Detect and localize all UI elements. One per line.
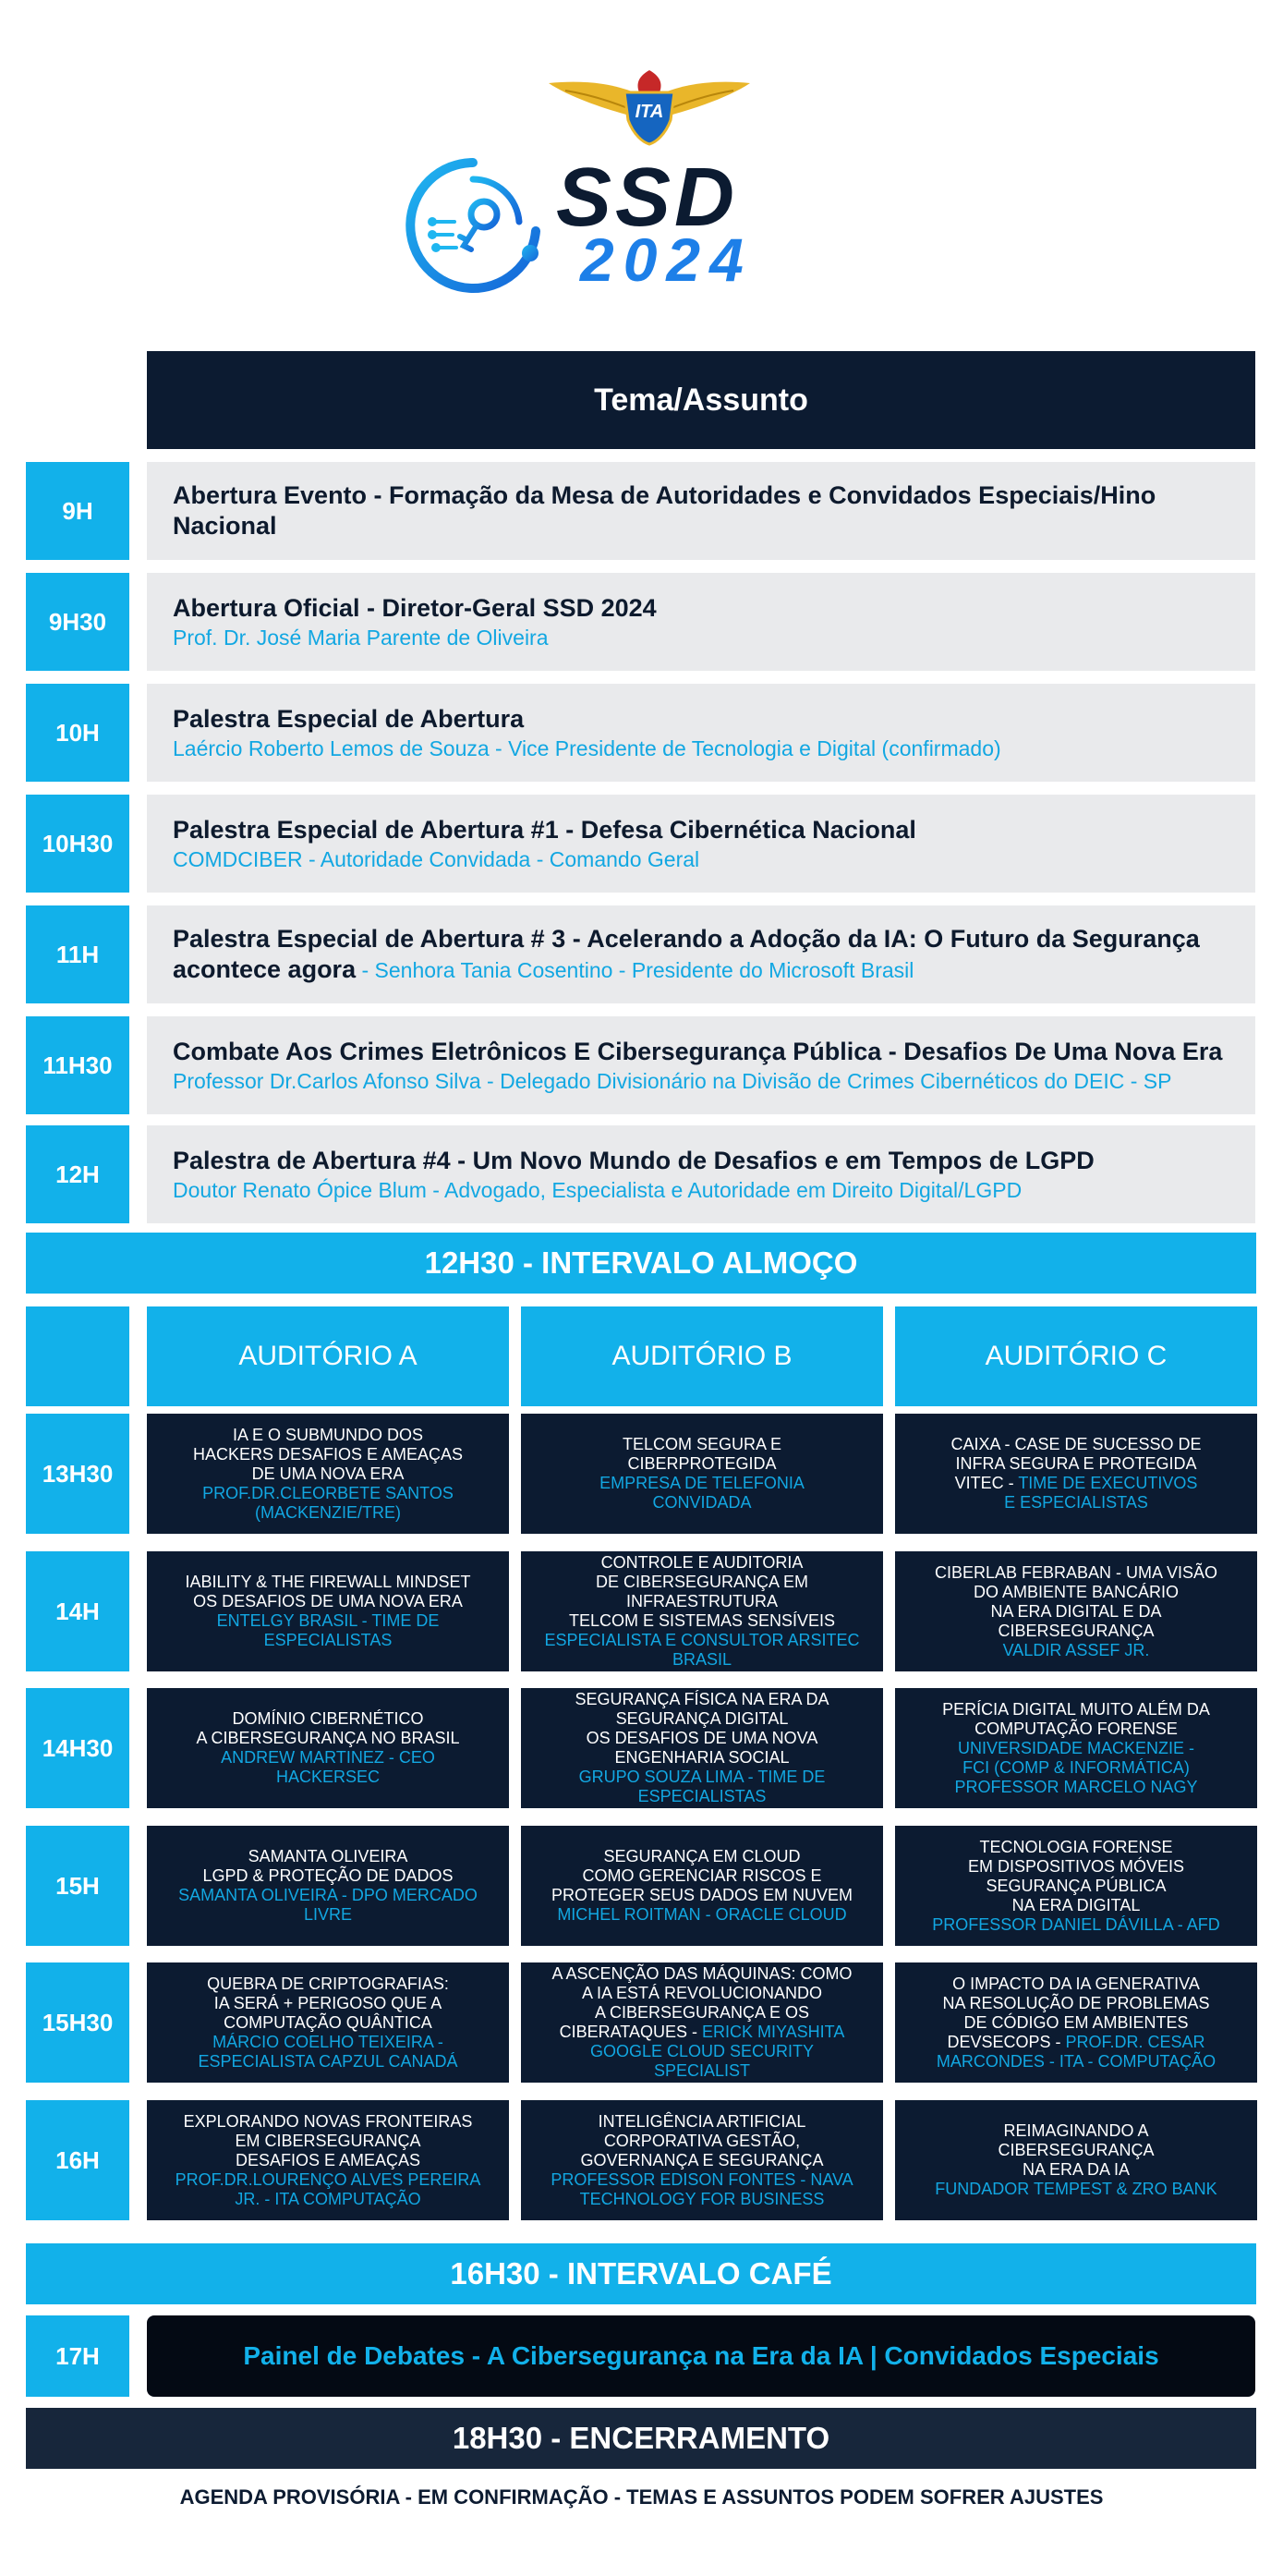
agenda-speaker: Professor Dr.Carlos Afonso Silva - Delegado Divisionário na Divisão de Crimes Cibernéticos do DEIC - SP xyxy=(173,1068,1172,1093)
session-speaker: SAMANTA OLIVEIRA - DPO MERCADO LIVRE xyxy=(178,1886,478,1924)
time-slot: 10H30 xyxy=(26,795,129,893)
session-title-text: SEGURANÇA FÍSICA NA ERA DA SEGURANÇA DIGITAL OS DESAFIOS DE UMA NOVA ENGENHARIA SOCIAL xyxy=(575,1690,829,1767)
session-speaker: ENTELGY BRASIL - TIME DE ESPECIALISTAS xyxy=(216,1611,440,1649)
session-cell xyxy=(521,2100,883,2220)
session-title-text: IA E O SUBMUNDO DOS HACKERS DESAFIOS E AMEAÇAS DE UMA NOVA ERA xyxy=(192,1425,464,1483)
session-title-text: TECNOLOGIA FORENSE EM DISPOSITIVOS MÓVEIS SEGURANÇA PÚBLICA NA ERA DIGITAL xyxy=(967,1837,1185,1914)
session-title xyxy=(551,1964,852,2081)
session-speaker-block xyxy=(579,1768,826,1806)
session-speaker: PROF.DR.LOURENÇO ALVES PEREIRA JR. - ITA COMPUTAÇÃO xyxy=(175,2169,481,2208)
session-title xyxy=(575,1690,829,1768)
time-slot: 16H xyxy=(26,2100,129,2220)
closing-banner xyxy=(26,2408,1256,2469)
session-title xyxy=(569,1553,835,1631)
panel-debate-title: Painel de Debates - A Cibersegurança na Era da IA | Convidados Especiais xyxy=(243,2341,1159,2370)
session-speaker: EMPRESA DE TELEFONIA CONVIDADA xyxy=(599,1474,805,1512)
session-speaker-block xyxy=(176,2170,481,2209)
session-title-text: INTELIGÊNCIA ARTIFICIAL CORPORATIVA GESTÃO, GOVERNANÇA E SEGURANÇA xyxy=(580,2111,824,2169)
time-slot: 14H xyxy=(26,1551,129,1671)
session-title-text: SAMANTA OLIVEIRA LGPD & PROTEÇÃO DE DADOS xyxy=(202,1847,454,1885)
agenda-row xyxy=(147,462,1255,560)
footer-note: AGENDA PROVISÓRIA - EM CONFIRMAÇÃO - TEMAS E ASSUNTOS PODEM SOFRER AJUSTES xyxy=(179,2485,1104,2509)
session-cell xyxy=(895,2100,1257,2220)
session-speaker-block xyxy=(202,1484,454,1523)
session-speaker: MÁRCIO COELHO TEIXEIRA - ESPECIALISTA CAPZUL CANADÁ xyxy=(198,2032,458,2071)
session-title-text: DOMÍNIO CIBERNÉTICO A CIBERSEGURANÇA NO BRASIL xyxy=(196,1709,460,1747)
session-speaker-block xyxy=(1003,1641,1150,1660)
agenda-speaker: COMDCIBER - Autoridade Convidada - Comando Geral xyxy=(173,846,700,871)
session-title xyxy=(551,1847,853,1905)
session-title xyxy=(623,1435,781,1474)
session-title xyxy=(950,1435,1201,1513)
session-cell xyxy=(147,1962,509,2083)
session-title xyxy=(202,1847,453,1886)
time-slot: 11H30 xyxy=(26,1016,129,1114)
agenda-speaker: - Senhora Tania Cosentino - Presidente do Microsoft Brasil xyxy=(356,957,914,982)
session-speaker: TIME DE EXECUTIVOS E ESPECIALISTAS xyxy=(1004,1474,1198,1512)
session-speaker-block xyxy=(544,1631,859,1670)
session-title xyxy=(193,1426,463,1484)
agenda-row xyxy=(147,905,1255,1003)
session-title-text: O IMPACTO DA IA GENERATIVA NA RESOLUÇÃO DE PROBLEMAS DE CÓDIGO EM AMBIENTES DEVSECOPS - xyxy=(942,1974,1210,2051)
time-slot: 11H xyxy=(26,905,129,1003)
session-title-text: EXPLORANDO NOVAS FRONTEIRAS EM CIBERSEGURANÇA DESAFIOS E AMEAÇAS xyxy=(183,2111,473,2169)
session-title-text: TELCOM SEGURA E CIBERPROTEGIDA xyxy=(622,1435,782,1473)
time-slot: 17H xyxy=(26,2315,129,2397)
session-cell xyxy=(895,1962,1257,2083)
session-cell xyxy=(521,1551,883,1671)
ssd-logo-year: 2024 xyxy=(580,225,753,294)
session-speaker: ERICK MIYASHITA GOOGLE CLOUD SECURITY SPECIALIST xyxy=(589,2023,845,2080)
session-speaker: ANDREW MARTINEZ - CEO HACKERSEC xyxy=(221,1748,435,1786)
session-title-text: QUEBRA DE CRIPTOGRAFIAS: IA SERÁ + PERIGOSO QUE A COMPUTAÇÃO QUÂNTICA xyxy=(207,1974,449,2032)
session-speaker: MICHEL ROITMAN - ORACLE CLOUD xyxy=(557,1905,847,1924)
ita-logo-text: ITA xyxy=(635,102,664,122)
session-title xyxy=(196,1709,459,1748)
time-slot: 15H xyxy=(26,1826,129,1946)
time-header-blank xyxy=(26,1306,129,1406)
agenda-title: Palestra Especial de Abertura xyxy=(173,704,525,733)
agenda-title: Palestra Especial de Abertura #1 - Defesa Cibernética Nacional xyxy=(173,815,916,844)
agenda-row xyxy=(147,573,1255,671)
session-cell xyxy=(521,1414,883,1534)
ssd-logo xyxy=(399,152,879,296)
session-cell xyxy=(895,1414,1257,1534)
agenda-speaker: Doutor Renato Ópice Blum - Advogado, Especialista e Autoridade em Direito Digital/LGPD xyxy=(173,1177,1023,1202)
session-title xyxy=(942,1700,1210,1739)
session-speaker: FUNDADOR TEMPEST & ZRO BANK xyxy=(935,2180,1217,2198)
session-cell xyxy=(147,1551,509,1671)
auditorium-c-header: AUDITÓRIO C xyxy=(895,1306,1257,1406)
session-speaker-block xyxy=(599,1474,805,1513)
session-cell xyxy=(895,1551,1257,1671)
agenda-title xyxy=(173,924,1229,986)
session-speaker-block xyxy=(935,2180,1216,2199)
time-slot: 15H30 xyxy=(26,1962,129,2083)
time-slot: 9H30 xyxy=(26,573,129,671)
closing-text: 18H30 - ENCERRAMENTO xyxy=(452,2421,830,2455)
session-speaker: PROF.DR.CLEORBETE SANTOS (MACKENZIE/TRE) xyxy=(202,1483,454,1522)
agenda-row xyxy=(147,795,1255,893)
session-speaker: UNIVERSIDADE MACKENZIE - FCI (COMP & INFORMÁTICA) PROFESSOR MARCELO NAGY xyxy=(954,1738,1198,1796)
session-title-text: A ASCENÇÃO DAS MÁQUINAS: COMO A IA ESTÁ REVOLUCIONANDO A CIBERSEGURANÇA E OS CIBERATAQUES - xyxy=(551,1964,853,2041)
session-title-text: CONTROLE E AUDITORIA DE CIBERSEGURANÇA EM INFRAESTRUTURA TELCOM E SISTEMAS SENSÍVEIS xyxy=(568,1553,836,1630)
session-title xyxy=(935,1563,1217,1641)
session-title xyxy=(998,2121,1154,2180)
column-header xyxy=(147,351,1255,449)
session-speaker-block xyxy=(217,1611,440,1650)
session-speaker-block xyxy=(551,2170,853,2209)
coffee-break-banner: 16H30 - INTERVALO CAFÉ xyxy=(26,2243,1256,2304)
agenda-title: Abertura Oficial - Diretor-Geral SSD 2024 xyxy=(173,593,657,622)
panel-debate-box xyxy=(147,2315,1255,2397)
session-title-text: SEGURANÇA EM CLOUD COMO GERENCIAR RISCOS E PROTEGER SEUS DADOS EM NUVEM xyxy=(551,1847,853,1904)
time-slot: 13H30 xyxy=(26,1414,129,1534)
session-title xyxy=(968,1838,1184,1915)
session-title-text: CAIXA - CASE DE SUCESSO DE INFRA SEGURA E PROTEGIDA VITEC - xyxy=(950,1435,1202,1492)
session-cell xyxy=(147,1414,509,1534)
time-slot: 10H xyxy=(26,684,129,782)
agenda-speaker: Laércio Roberto Lemos de Souza - Vice Presidente de Tecnologia e Digital (confirmado) xyxy=(173,735,1001,760)
ssd-logo-title: SSD xyxy=(556,152,739,244)
session-speaker: PROF.DR. CESAR MARCONDES - ITA - COMPUTAÇÃO xyxy=(936,2032,1216,2071)
session-title-text: IABILITY & THE FIREWALL MINDSET OS DESAFIOS DE UMA NOVA ERA xyxy=(185,1573,471,1610)
session-cell xyxy=(147,1688,509,1808)
auditorium-a-header: AUDITÓRIO A xyxy=(147,1306,509,1406)
time-slot: 9H xyxy=(26,462,129,560)
security-key-circuit-icon xyxy=(399,157,547,296)
agenda-row xyxy=(147,684,1255,782)
session-speaker-block xyxy=(198,2033,457,2072)
session-title xyxy=(580,2112,823,2170)
lunch-break-banner: 12H30 - INTERVALO ALMOÇO xyxy=(26,1233,1256,1294)
session-speaker: PROFESSOR EDISON FONTES - NAVA TECHNOLOGY FOR BUSINESS xyxy=(551,2169,853,2208)
agenda-row xyxy=(147,1125,1255,1223)
session-speaker-block xyxy=(557,1905,846,1925)
time-slot: 12H xyxy=(26,1125,129,1223)
session-speaker: VALDIR ASSEF JR. xyxy=(1002,1640,1150,1659)
session-cell xyxy=(147,1826,509,1946)
agenda-speaker: Prof. Dr. José Maria Parente de Oliveira xyxy=(173,625,549,650)
session-cell xyxy=(895,1826,1257,1946)
time-slot: 14H30 xyxy=(26,1688,129,1808)
auditorium-b-header: AUDITÓRIO B xyxy=(521,1306,883,1406)
session-title-text: REIMAGINANDO A CIBERSEGURANÇA NA ERA DA IA xyxy=(998,2121,1155,2179)
session-cell xyxy=(147,2100,509,2220)
session-speaker: GRUPO SOUZA LIMA - TIME DE ESPECIALISTAS xyxy=(578,1768,826,1805)
session-title xyxy=(185,1573,470,1611)
session-cell xyxy=(895,1688,1257,1808)
session-title xyxy=(207,1975,449,2033)
session-speaker: PROFESSOR DANIEL DÁVILLA - AFD xyxy=(932,1914,1220,1934)
agenda-title-text: Palestra Especial de Abertura # 3 - Acelerando a Adoção da IA: O Futuro da Segurança acontece agora xyxy=(173,924,1200,983)
session-title xyxy=(184,2112,473,2170)
session-speaker-block xyxy=(221,1748,435,1787)
session-speaker-block xyxy=(178,1886,478,1925)
session-title-text: PERÍCIA DIGITAL MUITO ALÉM DA COMPUTAÇÃO FORENSE xyxy=(942,1699,1210,1738)
session-title-text: CIBERLAB FEBRABAN - UMA VISÃO DO AMBIENTE BANCÁRIO NA ERA DIGITAL E DA CIBERSEGURANÇA xyxy=(934,1562,1218,1640)
agenda-row xyxy=(147,1016,1255,1114)
session-speaker-block xyxy=(954,1739,1197,1797)
agenda-title: Abertura Evento - Formação da Mesa de Autoridades e Convidados Especiais/Hino Nacional xyxy=(173,481,1156,540)
session-speaker: ESPECIALISTA E CONSULTOR ARSITEC BRASIL xyxy=(544,1631,860,1669)
session-cell xyxy=(521,1688,883,1808)
session-cell xyxy=(521,1962,883,2083)
column-header-title: Tema/Assunto xyxy=(594,382,808,418)
ita-logo xyxy=(547,63,752,146)
session-speaker-block xyxy=(932,1915,1219,1935)
session-cell xyxy=(521,1826,883,1946)
session-title xyxy=(937,1975,1216,2072)
agenda-title: Combate Aos Crimes Eletrônicos E Cibersegurança Pública - Desafios De Uma Nova Era xyxy=(173,1037,1223,1065)
agenda-title: Palestra de Abertura #4 - Um Novo Mundo de Desafios e em Tempos de LGPD xyxy=(173,1146,1095,1174)
